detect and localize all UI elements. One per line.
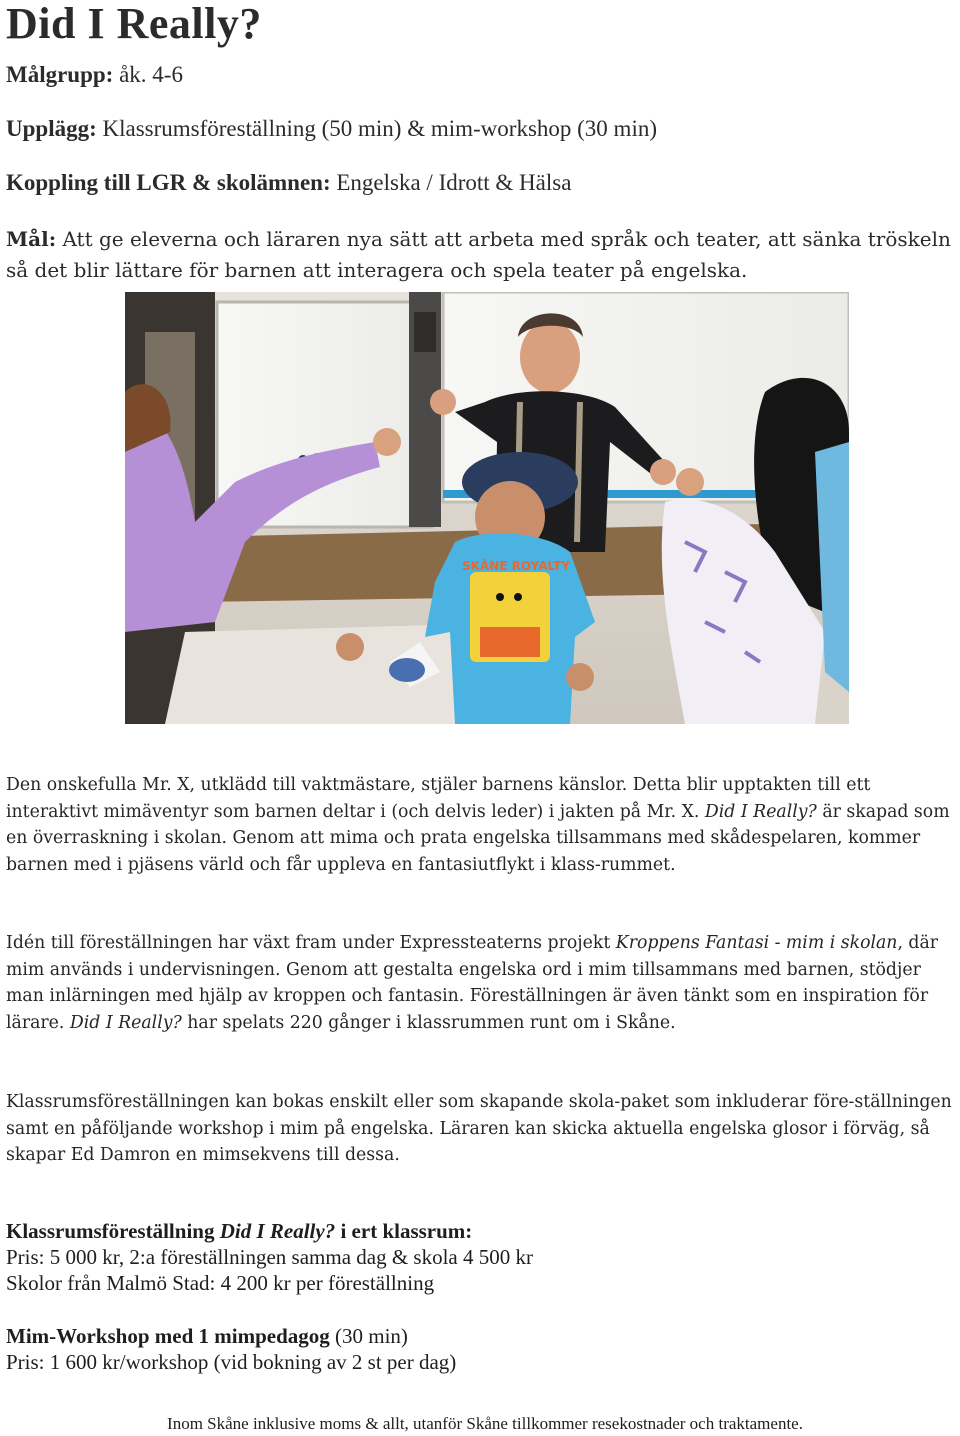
show-heading-pre: Klassrumsföreställning: [6, 1219, 215, 1243]
target-group-value: åk. 4-6: [119, 62, 183, 87]
classroom-photo-illustration: [125, 292, 849, 724]
page-title: Did I Really?: [6, 0, 262, 48]
footnote: Inom Skåne inklusive moms & allt, utanför Skåne tillkommer resekostnader och traktamente.: [167, 1414, 803, 1433]
target-group-label: Målgrupp:: [6, 62, 114, 87]
format-label: Upplägg:: [6, 116, 97, 141]
goal-label: Mål:: [6, 227, 57, 251]
curriculum-value: Engelska / Idrott & Hälsa: [336, 170, 572, 195]
photo-shirt-text: SKÅNE ROYALTY: [462, 559, 571, 573]
background-text-3: har spelats 220 gånger i klassrummen runt om i Skåne.: [187, 1012, 676, 1033]
intro-title-italic: Did I Really?: [704, 801, 817, 822]
target-group-line: [6, 62, 183, 88]
project-name-italic: Kroppens Fantasi - mim i skolan: [615, 933, 898, 953]
format-value: Klassrumsföreställning (50 min) & mim-workshop (30 min): [102, 116, 657, 141]
show-pricing-heading: [6, 1218, 472, 1244]
curriculum-line: [6, 170, 571, 196]
background-text-2: , där mim används i undervisningen. Genom att gestalta engelska ord i mim tillsammans med barnen, stödjer man inlärningen med hjälp av kroppen och fantasin. Föreställningen är även tänkt som en inspiration för lärare.: [6, 933, 939, 1033]
booking-paragraph: Klassrumsföreställningen kan bokas enskilt eller som skapande skola-paket som inkluderar före-ställningen samt en påföljande workshop i mim på engelska. Läraren kan skicka aktuella engelska glosor i förväg, så skapar Ed Damron en mimsekvens till dessa.: [6, 1092, 952, 1165]
show-price: Pris: 5 000 kr, 2:a föreställningen samma dag & skola 4 500 kr: [6, 1245, 533, 1269]
background-text-1: Idén till föreställningen har växt fram under Expressteaterns projekt: [6, 933, 611, 953]
curriculum-label: Koppling till LGR & skolämnen:: [6, 170, 331, 195]
workshop-price: Pris: 1 600 kr/workshop (vid bokning av 2 st per dag): [6, 1350, 457, 1374]
show-heading-post: i ert klassrum:: [340, 1219, 473, 1243]
workshop-pricing-heading: [6, 1323, 408, 1349]
classroom-photo: [125, 292, 849, 724]
workshop-heading-bold: Mim-Workshop med 1 mimpedagog: [6, 1324, 330, 1348]
show-heading-title: Did I Really?: [219, 1219, 336, 1243]
intro-text-1: Den onskefulla Mr. X, utklädd till vaktmästare, stjäler barnens känslor. Detta blir upptakten till ett interaktivt mimäventyr som barnen deltar i (och delvis leder) i jakten på Mr. X.: [6, 775, 871, 822]
background-paragraph: [6, 930, 958, 1036]
format-line: [6, 116, 657, 142]
workshop-heading-rest: (30 min): [335, 1324, 408, 1348]
goal-text: Att ge eleverna och läraren nya sätt att arbeta med språk och teater, att sänka tröskeln så det blir lättare för barnen att interagera och spela teater på engelska.: [6, 227, 951, 282]
show-malmo-price: Skolor från Malmö Stad: 4 200 kr per föreställning: [6, 1271, 435, 1295]
intro-paragraph: [6, 772, 958, 878]
goal-paragraph: [6, 224, 956, 286]
intro-text-2: är skapad som en överraskning i skolan. Genom att mima och prata engelska tillsammans med skådespelaren, kommer barnen med i pjäsens värld och får uppleva en fantasiutflykt i klass-rummet.: [6, 801, 950, 875]
background-title-italic: Did I Really?: [69, 1012, 182, 1033]
